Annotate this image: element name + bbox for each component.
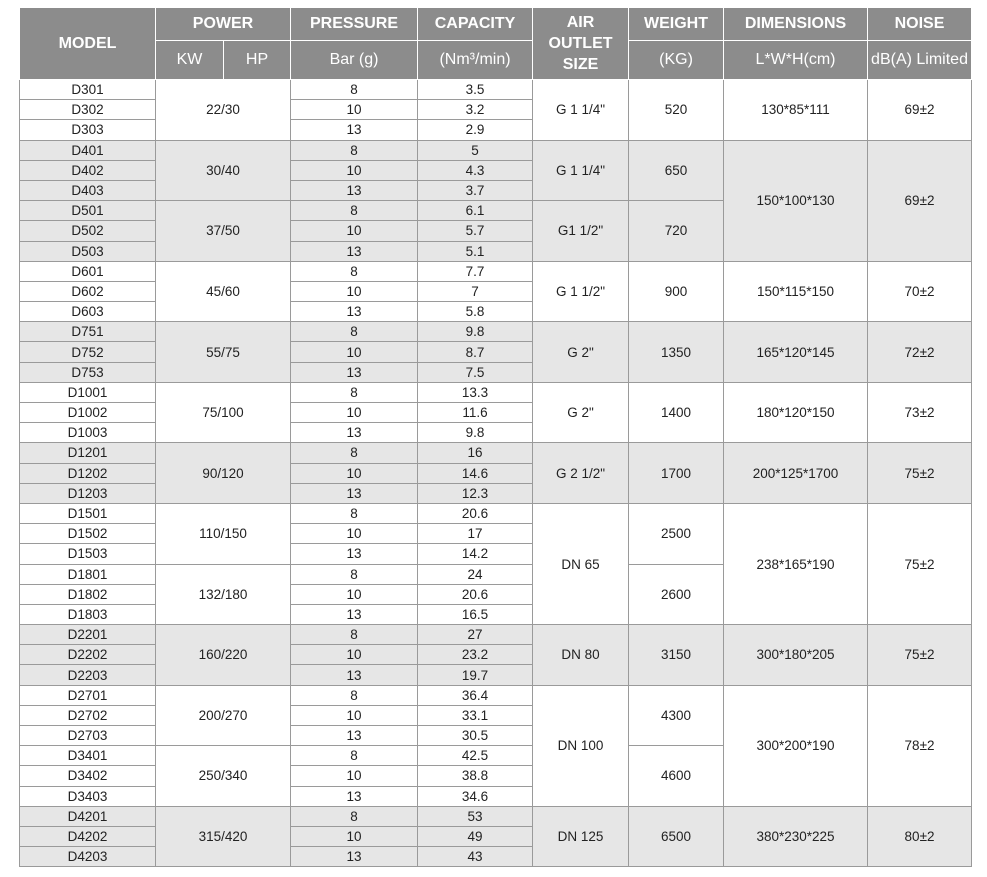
noise-cell: 75±2 xyxy=(868,503,972,624)
pressure-cell: 13 xyxy=(291,847,418,867)
model-cell: D401 xyxy=(20,140,156,160)
model-cell: D2201 xyxy=(20,625,156,645)
power-cell: 55/75 xyxy=(156,322,291,383)
model-cell: D303 xyxy=(20,120,156,140)
model-cell: D2202 xyxy=(20,645,156,665)
pressure-cell: 8 xyxy=(291,625,418,645)
header-power: POWER xyxy=(156,8,291,41)
model-cell: D1502 xyxy=(20,524,156,544)
power-cell: 200/270 xyxy=(156,685,291,746)
capacity-cell: 5.1 xyxy=(418,241,533,261)
model-cell: D3401 xyxy=(20,746,156,766)
pressure-cell: 10 xyxy=(291,342,418,362)
dimensions-cell: 200*125*1700 xyxy=(724,443,868,504)
table-row xyxy=(20,80,972,100)
spec-table-container xyxy=(19,7,972,867)
capacity-cell: 34.6 xyxy=(418,786,533,806)
capacity-cell: 14.6 xyxy=(418,463,533,483)
pressure-cell: 13 xyxy=(291,180,418,200)
model-cell: D502 xyxy=(20,221,156,241)
capacity-cell: 9.8 xyxy=(418,423,533,443)
dimensions-cell: 165*120*145 xyxy=(724,322,868,383)
capacity-cell: 5 xyxy=(418,140,533,160)
capacity-cell: 30.5 xyxy=(418,726,533,746)
air-outlet-cell: G 2" xyxy=(533,382,629,443)
table-row xyxy=(20,685,972,705)
pressure-cell: 10 xyxy=(291,705,418,725)
header-dimensions: DIMENSIONS xyxy=(724,8,868,41)
header-weight: WEIGHT xyxy=(629,8,724,41)
header-air-outlet: AIR OUTLET SIZE xyxy=(533,8,629,80)
weight-cell: 520 xyxy=(629,80,724,141)
header-pressure-unit: Bar (g) xyxy=(291,41,418,80)
power-cell: 75/100 xyxy=(156,382,291,443)
dimensions-cell: 300*200*190 xyxy=(724,685,868,806)
pressure-cell: 8 xyxy=(291,382,418,402)
air-outlet-cell: DN 100 xyxy=(533,685,629,806)
power-cell: 160/220 xyxy=(156,625,291,686)
air-outlet-cell: G 1 1/4" xyxy=(533,140,629,201)
noise-cell: 78±2 xyxy=(868,685,972,806)
header-noise-unit: dB(A) Limited xyxy=(868,41,972,80)
weight-cell: 6500 xyxy=(629,806,724,867)
pressure-cell: 10 xyxy=(291,584,418,604)
weight-cell: 1350 xyxy=(629,322,724,383)
pressure-cell: 13 xyxy=(291,241,418,261)
pressure-cell: 13 xyxy=(291,604,418,624)
model-cell: D503 xyxy=(20,241,156,261)
pressure-cell: 10 xyxy=(291,826,418,846)
model-cell: D752 xyxy=(20,342,156,362)
pressure-cell: 10 xyxy=(291,524,418,544)
pressure-cell: 8 xyxy=(291,685,418,705)
weight-cell: 4600 xyxy=(629,746,724,807)
power-cell: 110/150 xyxy=(156,503,291,564)
capacity-cell: 43 xyxy=(418,847,533,867)
capacity-cell: 27 xyxy=(418,625,533,645)
dimensions-cell: 180*120*150 xyxy=(724,382,868,443)
pressure-cell: 13 xyxy=(291,120,418,140)
noise-cell: 80±2 xyxy=(868,806,972,867)
pressure-cell: 13 xyxy=(291,302,418,322)
capacity-cell: 2.9 xyxy=(418,120,533,140)
pressure-cell: 10 xyxy=(291,160,418,180)
table-header xyxy=(20,8,972,80)
air-outlet-cell: DN 80 xyxy=(533,625,629,686)
model-cell: D2703 xyxy=(20,726,156,746)
dimensions-cell: 130*85*111 xyxy=(724,80,868,141)
header-pressure: PRESSURE xyxy=(291,8,418,41)
capacity-cell: 14.2 xyxy=(418,544,533,564)
table-row xyxy=(20,625,972,645)
model-cell: D2203 xyxy=(20,665,156,685)
air-outlet-cell: G 1 1/4" xyxy=(533,80,629,141)
model-cell: D302 xyxy=(20,100,156,120)
power-cell: 22/30 xyxy=(156,80,291,141)
capacity-cell: 53 xyxy=(418,806,533,826)
capacity-cell: 3.5 xyxy=(418,80,533,100)
pressure-cell: 8 xyxy=(291,503,418,523)
pressure-cell: 10 xyxy=(291,645,418,665)
noise-cell: 72±2 xyxy=(868,322,972,383)
model-cell: D1203 xyxy=(20,483,156,503)
header-hp: HP xyxy=(224,41,291,80)
header-kw: KW xyxy=(156,41,224,80)
air-outlet-cell: G 2 1/2" xyxy=(533,443,629,504)
weight-cell: 2500 xyxy=(629,503,724,564)
power-cell: 90/120 xyxy=(156,443,291,504)
noise-cell: 69±2 xyxy=(868,80,972,141)
air-outlet-cell: G 1 1/2" xyxy=(533,261,629,322)
model-cell: D1002 xyxy=(20,403,156,423)
pressure-cell: 10 xyxy=(291,221,418,241)
capacity-cell: 12.3 xyxy=(418,483,533,503)
capacity-cell: 16 xyxy=(418,443,533,463)
model-cell: D1001 xyxy=(20,382,156,402)
table-body xyxy=(20,80,972,867)
capacity-cell: 6.1 xyxy=(418,201,533,221)
table-row xyxy=(20,322,972,342)
model-cell: D4202 xyxy=(20,826,156,846)
power-cell: 30/40 xyxy=(156,140,291,201)
dimensions-cell: 380*230*225 xyxy=(724,806,868,867)
header-capacity-unit: (Nm³/min) xyxy=(418,41,533,80)
dimensions-cell: 300*180*205 xyxy=(724,625,868,686)
model-cell: D1003 xyxy=(20,423,156,443)
air-outlet-cell: DN 65 xyxy=(533,503,629,624)
model-cell: D601 xyxy=(20,261,156,281)
weight-cell: 900 xyxy=(629,261,724,322)
capacity-cell: 11.6 xyxy=(418,403,533,423)
table-row xyxy=(20,382,972,402)
capacity-cell: 23.2 xyxy=(418,645,533,665)
power-cell: 132/180 xyxy=(156,564,291,625)
power-cell: 45/60 xyxy=(156,261,291,322)
noise-cell: 69±2 xyxy=(868,140,972,261)
model-cell: D501 xyxy=(20,201,156,221)
table-row xyxy=(20,443,972,463)
weight-cell: 1700 xyxy=(629,443,724,504)
capacity-cell: 13.3 xyxy=(418,382,533,402)
model-cell: D2702 xyxy=(20,705,156,725)
pressure-cell: 13 xyxy=(291,544,418,564)
table-row xyxy=(20,261,972,281)
model-cell: D602 xyxy=(20,281,156,301)
model-cell: D3403 xyxy=(20,786,156,806)
capacity-cell: 42.5 xyxy=(418,746,533,766)
model-cell: D402 xyxy=(20,160,156,180)
model-cell: D4203 xyxy=(20,847,156,867)
pressure-cell: 8 xyxy=(291,443,418,463)
weight-cell: 650 xyxy=(629,140,724,201)
header-model: MODEL xyxy=(20,8,156,80)
pressure-cell: 8 xyxy=(291,80,418,100)
air-outlet-cell: G 2" xyxy=(533,322,629,383)
model-cell: D1803 xyxy=(20,604,156,624)
pressure-cell: 13 xyxy=(291,362,418,382)
capacity-cell: 5.7 xyxy=(418,221,533,241)
weight-cell: 1400 xyxy=(629,382,724,443)
pressure-cell: 8 xyxy=(291,322,418,342)
pressure-cell: 13 xyxy=(291,483,418,503)
header-dimensions-unit: L*W*H(cm) xyxy=(724,41,868,80)
header-noise: NOISE xyxy=(868,8,972,41)
air-outlet-cell: DN 125 xyxy=(533,806,629,867)
capacity-cell: 4.3 xyxy=(418,160,533,180)
noise-cell: 75±2 xyxy=(868,443,972,504)
dimensions-cell: 150*100*130 xyxy=(724,140,868,261)
model-cell: D3402 xyxy=(20,766,156,786)
pressure-cell: 13 xyxy=(291,726,418,746)
model-cell: D1201 xyxy=(20,443,156,463)
model-cell: D2701 xyxy=(20,685,156,705)
capacity-cell: 20.6 xyxy=(418,503,533,523)
capacity-cell: 7.5 xyxy=(418,362,533,382)
table-row xyxy=(20,806,972,826)
model-cell: D1802 xyxy=(20,584,156,604)
dimensions-cell: 150*115*150 xyxy=(724,261,868,322)
model-cell: D1202 xyxy=(20,463,156,483)
noise-cell: 75±2 xyxy=(868,625,972,686)
capacity-cell: 17 xyxy=(418,524,533,544)
model-cell: D403 xyxy=(20,180,156,200)
capacity-cell: 16.5 xyxy=(418,604,533,624)
capacity-cell: 5.8 xyxy=(418,302,533,322)
capacity-cell: 24 xyxy=(418,564,533,584)
weight-cell: 4300 xyxy=(629,685,724,746)
power-cell: 315/420 xyxy=(156,806,291,867)
pressure-cell: 8 xyxy=(291,564,418,584)
capacity-cell: 38.8 xyxy=(418,766,533,786)
capacity-cell: 33.1 xyxy=(418,705,533,725)
noise-cell: 73±2 xyxy=(868,382,972,443)
pressure-cell: 8 xyxy=(291,806,418,826)
pressure-cell: 10 xyxy=(291,100,418,120)
model-cell: D4201 xyxy=(20,806,156,826)
pressure-cell: 8 xyxy=(291,140,418,160)
pressure-cell: 10 xyxy=(291,281,418,301)
power-cell: 37/50 xyxy=(156,201,291,262)
pressure-cell: 13 xyxy=(291,423,418,443)
pressure-cell: 8 xyxy=(291,261,418,281)
power-cell: 250/340 xyxy=(156,746,291,807)
capacity-cell: 3.2 xyxy=(418,100,533,120)
pressure-cell: 13 xyxy=(291,665,418,685)
model-cell: D1503 xyxy=(20,544,156,564)
model-cell: D1801 xyxy=(20,564,156,584)
capacity-cell: 8.7 xyxy=(418,342,533,362)
noise-cell: 70±2 xyxy=(868,261,972,322)
weight-cell: 720 xyxy=(629,201,724,262)
pressure-cell: 8 xyxy=(291,201,418,221)
capacity-cell: 19.7 xyxy=(418,665,533,685)
capacity-cell: 7.7 xyxy=(418,261,533,281)
capacity-cell: 20.6 xyxy=(418,584,533,604)
weight-cell: 2600 xyxy=(629,564,724,625)
capacity-cell: 36.4 xyxy=(418,685,533,705)
pressure-cell: 13 xyxy=(291,786,418,806)
capacity-cell: 49 xyxy=(418,826,533,846)
model-cell: D301 xyxy=(20,80,156,100)
capacity-cell: 9.8 xyxy=(418,322,533,342)
pressure-cell: 10 xyxy=(291,766,418,786)
header-weight-unit: (KG) xyxy=(629,41,724,80)
air-outlet-cell: G1 1/2" xyxy=(533,201,629,262)
weight-cell: 3150 xyxy=(629,625,724,686)
header-capacity: CAPACITY xyxy=(418,8,533,41)
table-row xyxy=(20,140,972,160)
dimensions-cell: 238*165*190 xyxy=(724,503,868,624)
pressure-cell: 10 xyxy=(291,403,418,423)
compressor-spec-table xyxy=(19,7,972,867)
model-cell: D603 xyxy=(20,302,156,322)
table-row xyxy=(20,503,972,523)
pressure-cell: 8 xyxy=(291,746,418,766)
model-cell: D1501 xyxy=(20,503,156,523)
model-cell: D753 xyxy=(20,362,156,382)
model-cell: D751 xyxy=(20,322,156,342)
capacity-cell: 7 xyxy=(418,281,533,301)
capacity-cell: 3.7 xyxy=(418,180,533,200)
pressure-cell: 10 xyxy=(291,463,418,483)
